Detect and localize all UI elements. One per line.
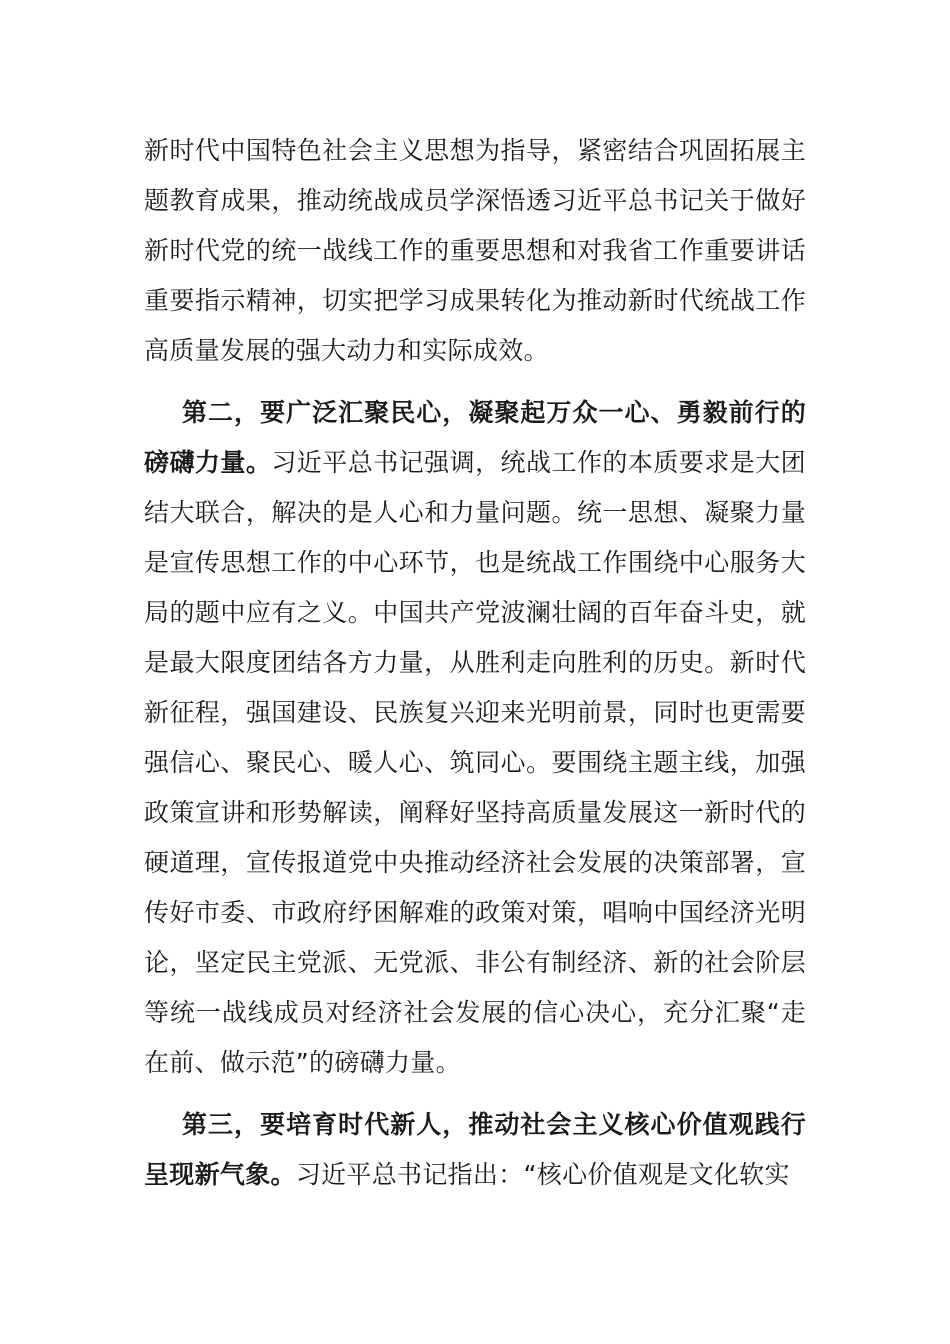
paragraph-3-text: 习近平总书记指出：“核心价值观是文化软实 — [295, 1160, 790, 1189]
document-body — [144, 126, 806, 1212]
paragraph-2 — [144, 388, 806, 1088]
paragraph-2-text: 习近平总书记强调，统战工作的本质要求是大团结大联合，解决的是人心和力量问题。统一思想、凝聚力量是宣传思想工作的中心环节，也是统战工作围绕中心服务大局的题中应有之义。中国共产党波澜壮阔的百年奋斗史，就是最大限度团结各方力量，从胜利走向胜利的历史。新时代新征程，强国建设、民族复兴迎来光明前景，同时也更需要强信心、聚民心、暖人心、筑同心。要围绕主题主线，加强政策宣讲和形势解读，阐释好坚持高质量发展这一新时代的硬道理，宣传报道党中央推动经济社会发展的决策部署，宣传好市委、市政府纾困解难的政策对策，唱响中国经济光明论，坚定民主党派、无党派、非公有制经济、新的社会阶层等统一战线成员对经济社会发展的信心决心，充分汇聚“走在前、做示范”的磅礴力量。 — [144, 448, 806, 1077]
paragraph-1 — [144, 126, 806, 376]
paragraph-3-heading: 第三，要培育时代新人，推动社会主义核心价值观践行呈现新气象。 — [144, 1110, 806, 1189]
paragraph-2-heading: 第二，要广泛汇聚民心，凝聚起万众一心、勇毅前行的磅礴力量。 — [144, 398, 806, 477]
paragraph-1-text: 新时代中国特色社会主义思想为指导，紧密结合巩固拓展主题教育成果，推动统战成员学深悟透习近平总书记关于做好新时代党的统一战线工作的重要思想和对我省工作重要讲话重要指示精神，切实把学习成果转化为推动新时代统战工作高质量发展的强大动力和实际成效。 — [144, 136, 806, 365]
paragraph-3 — [144, 1100, 806, 1200]
